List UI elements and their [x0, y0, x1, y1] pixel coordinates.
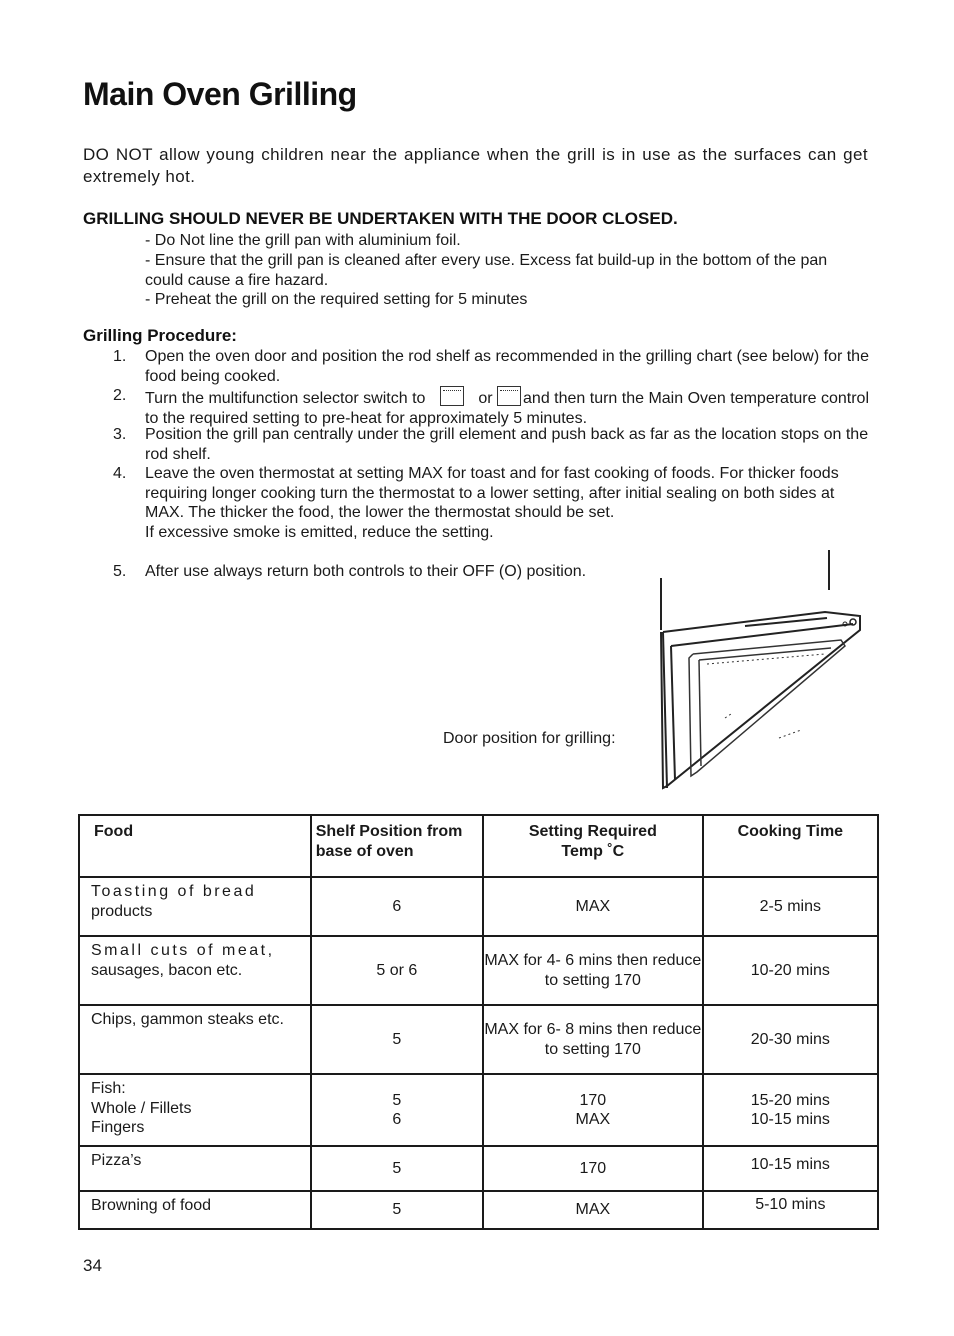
time-cell: 10-20 mins: [703, 936, 878, 1005]
time-cell: 20-30 mins: [703, 1005, 878, 1074]
step-text-part: Turn the multifunction selector switch to: [145, 390, 426, 407]
food-cell: [79, 936, 311, 1005]
step-text: After use always return both controls to their OFF (O) position.: [145, 563, 587, 580]
setting-cell: MAX for 6- 8 mins then reduce to setting 170: [483, 1005, 703, 1074]
table-header-row: [79, 815, 878, 877]
food-cell: Pizza’s: [79, 1146, 311, 1191]
shelf-cell: 5 or 6: [311, 936, 483, 1005]
table-row: [79, 1005, 878, 1074]
page-title: Main Oven Grilling: [83, 76, 357, 112]
setting-cell: 170: [483, 1146, 703, 1191]
food-text: sausages, bacon etc.: [91, 961, 243, 979]
shelf-cell: 6: [311, 877, 483, 936]
procedure-step-1: [113, 347, 873, 387]
time-value: 15-20 mins: [750, 1091, 830, 1109]
step-number: 1.: [113, 348, 127, 365]
header-setting-required: [483, 815, 703, 877]
food-cell: Chips, gammon steaks etc.: [79, 1005, 311, 1074]
table-row: [79, 1074, 878, 1146]
time-value: 10-15 mins: [750, 1111, 830, 1128]
food-text: products: [91, 902, 153, 920]
food-text: Fingers: [91, 1119, 145, 1136]
step-text-part: and then turn the Main Oven temperature control to the required setting to pre-heat for approximately 5 minutes.: [145, 390, 869, 427]
setting-cell: MAX for 4- 6 mins then reduce to setting 170: [483, 936, 703, 1005]
food-text: Fish:: [91, 1080, 126, 1097]
time-cell: 10-15 mins: [703, 1146, 878, 1191]
step-number: 2.: [113, 387, 127, 404]
step-text-part: Leave the oven thermostat at setting MAX for toast and for fast cooking of foods. For thicker foods requiring longer cooking turn the thermostat to a lower setting, after initial sealing on both sides at MAX. The thicker the food, the lower the thermostat should be set.: [145, 465, 839, 521]
precaution-clean: - Ensure that the grill pan is cleaned after every use. Excess fat build-up in the bottom of the pan could cause a fire hazard.: [145, 252, 828, 289]
setting-cell: [483, 1074, 703, 1146]
full-grill-symbol-icon: [497, 386, 521, 406]
grill-symbol-icon: [440, 386, 464, 406]
step-number: 4.: [113, 465, 127, 482]
precaution-foil: - Do Not line the grill pan with aluminium foil.: [145, 232, 461, 249]
shelf-value: 5: [392, 1091, 402, 1109]
procedure-step-2: [113, 386, 873, 426]
table-row: [79, 1191, 878, 1229]
grilling-chart: [78, 814, 879, 1230]
setting-value: MAX: [575, 1111, 611, 1128]
food-cell: [79, 877, 311, 936]
table-row: [79, 1146, 878, 1191]
door-warning-heading: GRILLING SHOULD NEVER BE UNDERTAKEN WITH THE DOOR CLOSED.: [83, 209, 678, 228]
oven-door-illustration: [655, 548, 867, 800]
precaution-preheat: - Preheat the grill on the required setting for 5 minutes: [145, 291, 528, 308]
door-position-label: Door position for grilling:: [443, 730, 616, 747]
time-cell: 5-10 mins: [703, 1191, 878, 1229]
safety-warning: DO NOT allow young children near the appliance when the grill is in use as the surfaces can get extremely hot.: [83, 145, 868, 186]
shelf-value: 6: [392, 1111, 402, 1128]
procedure-step-3: [113, 425, 873, 465]
time-cell: 2-5 mins: [703, 877, 878, 936]
procedure-title: Grilling Procedure:: [83, 326, 237, 345]
shelf-cell: 5: [311, 1191, 483, 1229]
food-text: Small cuts of meat,: [91, 942, 275, 959]
header-shelf-position: Shelf Position from base of oven: [311, 815, 483, 877]
shelf-cell: [311, 1074, 483, 1146]
header-setting-line: Temp ˚C: [561, 842, 625, 860]
header-food: Food: [79, 815, 311, 877]
food-text: Whole / Fillets: [91, 1099, 192, 1117]
step-text: [145, 386, 873, 428]
header-cooking-time: Cooking Time: [703, 815, 878, 877]
food-text: Toasting of bread: [91, 883, 257, 900]
step-text: Open the oven door and position the rod shelf as recommended in the grilling chart (see below) for the food being cooked.: [145, 348, 869, 385]
food-cell: Browning of food: [79, 1191, 311, 1229]
setting-value: 170: [579, 1091, 607, 1109]
header-setting-line: Setting Required: [528, 823, 657, 840]
step-text: [145, 464, 873, 542]
setting-cell: MAX: [483, 877, 703, 936]
procedure-step-5: [113, 562, 653, 582]
step-number: 5.: [113, 563, 127, 580]
table-row: [79, 936, 878, 1005]
time-cell: [703, 1074, 878, 1146]
table-row: [79, 877, 878, 936]
step-number: 3.: [113, 426, 127, 443]
shelf-cell: 5: [311, 1146, 483, 1191]
step-text: Position the grill pan centrally under the grill element and push back as far as the location stops on the rod shelf.: [145, 426, 869, 463]
setting-cell: MAX: [483, 1191, 703, 1229]
step-text-extra: If excessive smoke is emitted, reduce the setting.: [145, 523, 494, 541]
shelf-cell: 5: [311, 1005, 483, 1074]
food-cell: [79, 1074, 311, 1146]
step-text-part: or: [478, 390, 493, 407]
page-number: 34: [83, 1256, 102, 1275]
